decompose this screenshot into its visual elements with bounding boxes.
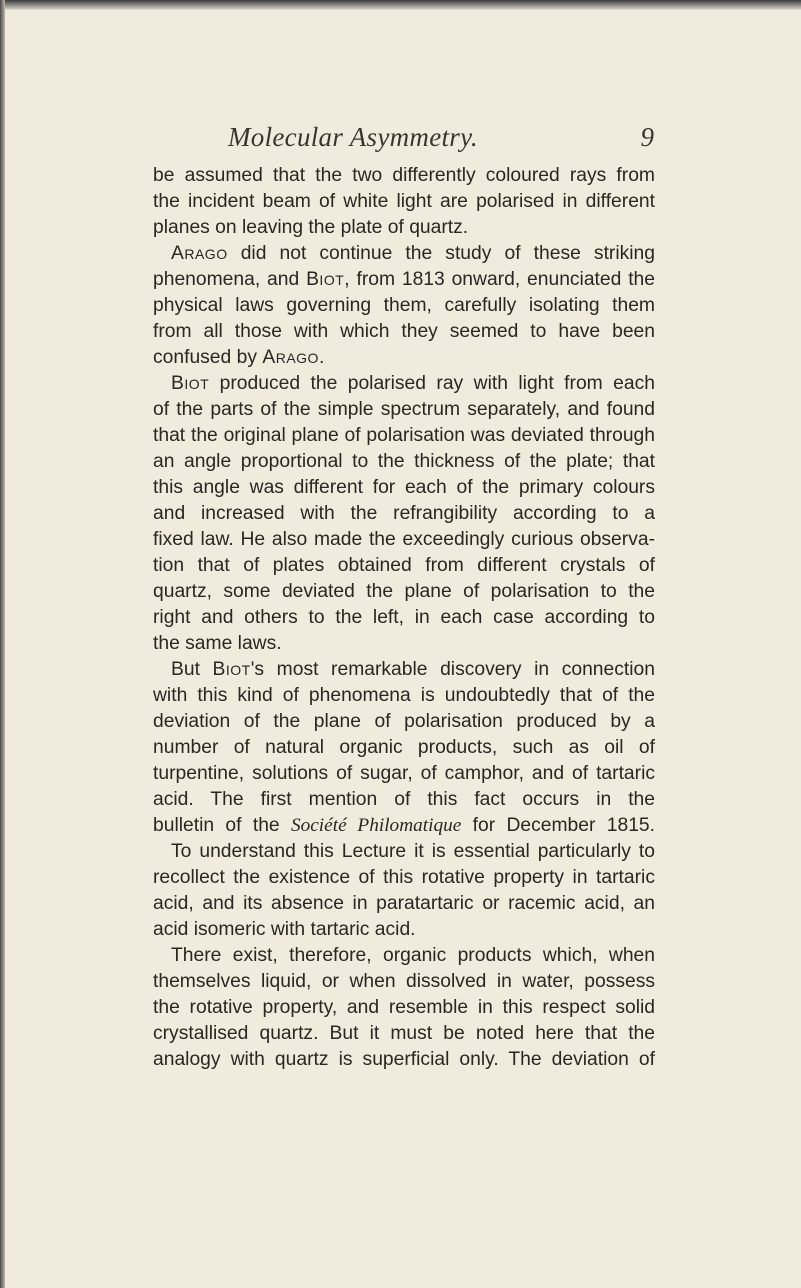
paragraph bbox=[153, 163, 655, 241]
text-line: with this kind of phenomena is undoubtedly that of the bbox=[153, 685, 655, 706]
text-line: acid isomeric with tartaric acid. bbox=[153, 919, 416, 940]
body-text bbox=[153, 163, 655, 1073]
text-line: be assumed that the two differently coloured rays from bbox=[153, 165, 655, 186]
text-line: from all those with which they seemed to have been bbox=[153, 321, 655, 342]
text-line: bulletin of the Société Philomatique for December 1815. bbox=[153, 815, 655, 836]
page-left-edge bbox=[0, 0, 5, 1288]
text-line: an angle proportional to the thickness of the plate; that bbox=[153, 451, 655, 472]
text-line: deviation of the plane of polarisation produced by a bbox=[153, 711, 655, 732]
small-caps-name: Arago bbox=[262, 347, 319, 368]
small-caps-name: Biot bbox=[171, 373, 210, 394]
text-line: Biot produced the polarised ray with light from each bbox=[171, 373, 655, 394]
text-line: There exist, therefore, organic products which, when bbox=[171, 945, 655, 966]
text-line: and increased with the refrangibility according to a bbox=[153, 503, 655, 524]
text-line: Arago did not continue the study of these striking bbox=[171, 243, 655, 264]
text-line: the same laws. bbox=[153, 633, 282, 654]
running-head bbox=[228, 122, 668, 162]
text-line: turpentine, solutions of sugar, of camphor, and of tartaric bbox=[153, 763, 655, 784]
text-line: the incident beam of white light are polarised in different bbox=[153, 191, 655, 212]
small-caps-name: Arago bbox=[171, 243, 228, 264]
text-line: analogy with quartz is superficial only. The deviation of bbox=[153, 1049, 655, 1070]
small-caps-name: Biot bbox=[212, 659, 251, 680]
text-line: crystallised quartz. But it must be noted here that the bbox=[153, 1023, 655, 1044]
text-line: planes on leaving the plate of quartz. bbox=[153, 217, 469, 238]
text-line: But Biot's most remarkable discovery in connection bbox=[171, 659, 655, 680]
paragraph bbox=[153, 943, 655, 1073]
text-line: confused by Arago. bbox=[153, 347, 325, 368]
text-line: tion that of plates obtained from different crystals of bbox=[153, 555, 655, 576]
page-number: 9 bbox=[640, 122, 654, 152]
text-line: fixed law. He also made the exceedingly curious observa- bbox=[153, 529, 655, 550]
running-title: Molecular Asymmetry. bbox=[228, 122, 478, 152]
text-line: themselves liquid, or when dissolved in water, possess bbox=[153, 971, 655, 992]
text-line: number of natural organic products, such as oil of bbox=[153, 737, 655, 758]
text-line: To understand this Lecture it is essential particularly to bbox=[171, 841, 655, 862]
text-line: the rotative property, and resemble in this respect solid bbox=[153, 997, 655, 1018]
text-line: quartz, some deviated the plane of polarisation to the bbox=[153, 581, 655, 602]
text-line: acid. The first mention of this fact occurs in the bbox=[153, 789, 655, 810]
text-line: of the parts of the simple spectrum separately, and found bbox=[153, 399, 655, 420]
italic-title: Société Philomatique bbox=[290, 815, 462, 836]
text-line: recollect the existence of this rotative property in tartaric bbox=[153, 867, 655, 888]
text-line: right and others to the left, in each case according to bbox=[153, 607, 655, 628]
paragraph bbox=[153, 241, 655, 371]
text-line: acid, and its absence in paratartaric or racemic acid, an bbox=[153, 893, 655, 914]
page-top-shadow bbox=[0, 0, 801, 10]
paragraph bbox=[153, 839, 655, 943]
paragraph bbox=[153, 371, 655, 657]
text-line: physical laws governing them, carefully isolating them bbox=[153, 295, 655, 316]
text-line: phenomena, and Biot, from 1813 onward, enunciated the bbox=[153, 269, 656, 290]
paragraph bbox=[153, 657, 655, 839]
text-line: this angle was different for each of the primary colours bbox=[153, 477, 655, 498]
small-caps-name: Biot bbox=[306, 269, 345, 290]
text-line: that the original plane of polarisation was deviated through bbox=[153, 425, 655, 446]
